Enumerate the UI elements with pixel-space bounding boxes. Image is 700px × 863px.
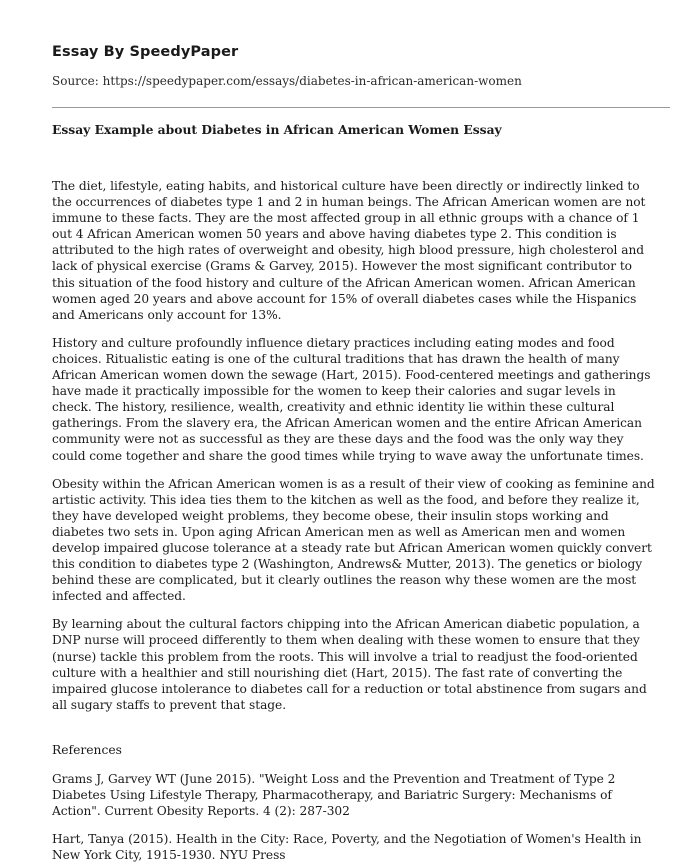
- header-divider: [52, 107, 670, 108]
- reference-item-1: Grams J, Garvey WT (June 2015). "Weight Loss and the Prevention and Treatment of Type 2 Diabetes Using Lifestyle Therapy, Pharmacotherapy, and Bariatric Surgery: Mechanisms of Action". Current Obesity Reports. 4 (2): 287-302: [52, 771, 616, 819]
- essay-paragraph-3: Obesity within the African American women is as a result of their view of cooking as feminine and artistic activity. This idea ties them to the kitchen as well as the food, and before they realize it, they have developed weight problems, they become obese, their insulin stops working and diabetes two sets in. Upon aging African American men as well as American men and women develop impaired glucose tolerance at a steady rate but African American women quickly convert this condition to diabetes type 2 (Washington, Andrews& Mutter, 2013). The genetics or biology behind these are complicated, but it clearly outlines the reason why these women are the most infected and affected.: [52, 476, 655, 604]
- essay-paragraph-1: The diet, lifestyle, eating habits, and historical culture have been directly or indirectly linked to the occurrences of diabetes type 1 and 2 in human beings. The African American women are not immune to these facts. They are the most affected group in all ethnic groups with a chance of 1 out 4 African American women 50 years and above having diabetes type 2. This condition is attributed to the high rates of overweight and obesity, high blood pressure, high cholesterol and lack of physical exercise (Grams & Garvey, 2015). However the most significant contributor to this situation of the food history and culture of the African American women. African American women aged 20 years and above account for 15% of overall diabetes cases while the Hispanics and Americans only account for 13%.: [52, 179, 646, 322]
- references-heading: References: [52, 742, 122, 757]
- reference-item-2: Hart, Tanya (2015). Health in the City: Race, Poverty, and the Negotiation of Women's Health in New York City, 1915-1930. NYU Press: [52, 832, 642, 863]
- essay-title: Essay Example about Diabetes in African American Women Essay: [52, 122, 502, 137]
- essay-body: [52, 178, 658, 713]
- essay-paragraph-2: History and culture profoundly influence dietary practices including eating modes and food choices. Ritualistic eating is one of the cultural traditions that has drawn the health of many African American women down the sewage (Hart, 2015). Food-centered meetings and gatherings have made it practically impossible for the women to keep their calories and sugar levels in check. The history, resilience, wealth, creativity and ethnic identity lie within these cultural gatherings. From the slavery era, the African American women and the entire African American community were not as successful as they are these days and the food was the only way they could come together and share the good times while trying to wave away the unfortunate times.: [52, 335, 651, 463]
- source-line: Source: https://speedypaper.com/essays/diabetes-in-african-american-women: [52, 74, 522, 88]
- site-title: Essay By SpeedyPaper: [52, 44, 239, 60]
- essay-paragraph-4: By learning about the cultural factors chipping into the African American diabetic population, a DNP nurse will proceed differently to them when dealing with these women to ensure that they (nurse) tackle this problem from the roots. This will involve a trial to readjust the food-oriented culture with a healthier and still nourishing diet (Hart, 2015). The fast rate of converting the impaired glucose intolerance to diabetes call for a reduction or total abstinence from sugars and all sugary staffs to prevent that stage.: [52, 617, 647, 712]
